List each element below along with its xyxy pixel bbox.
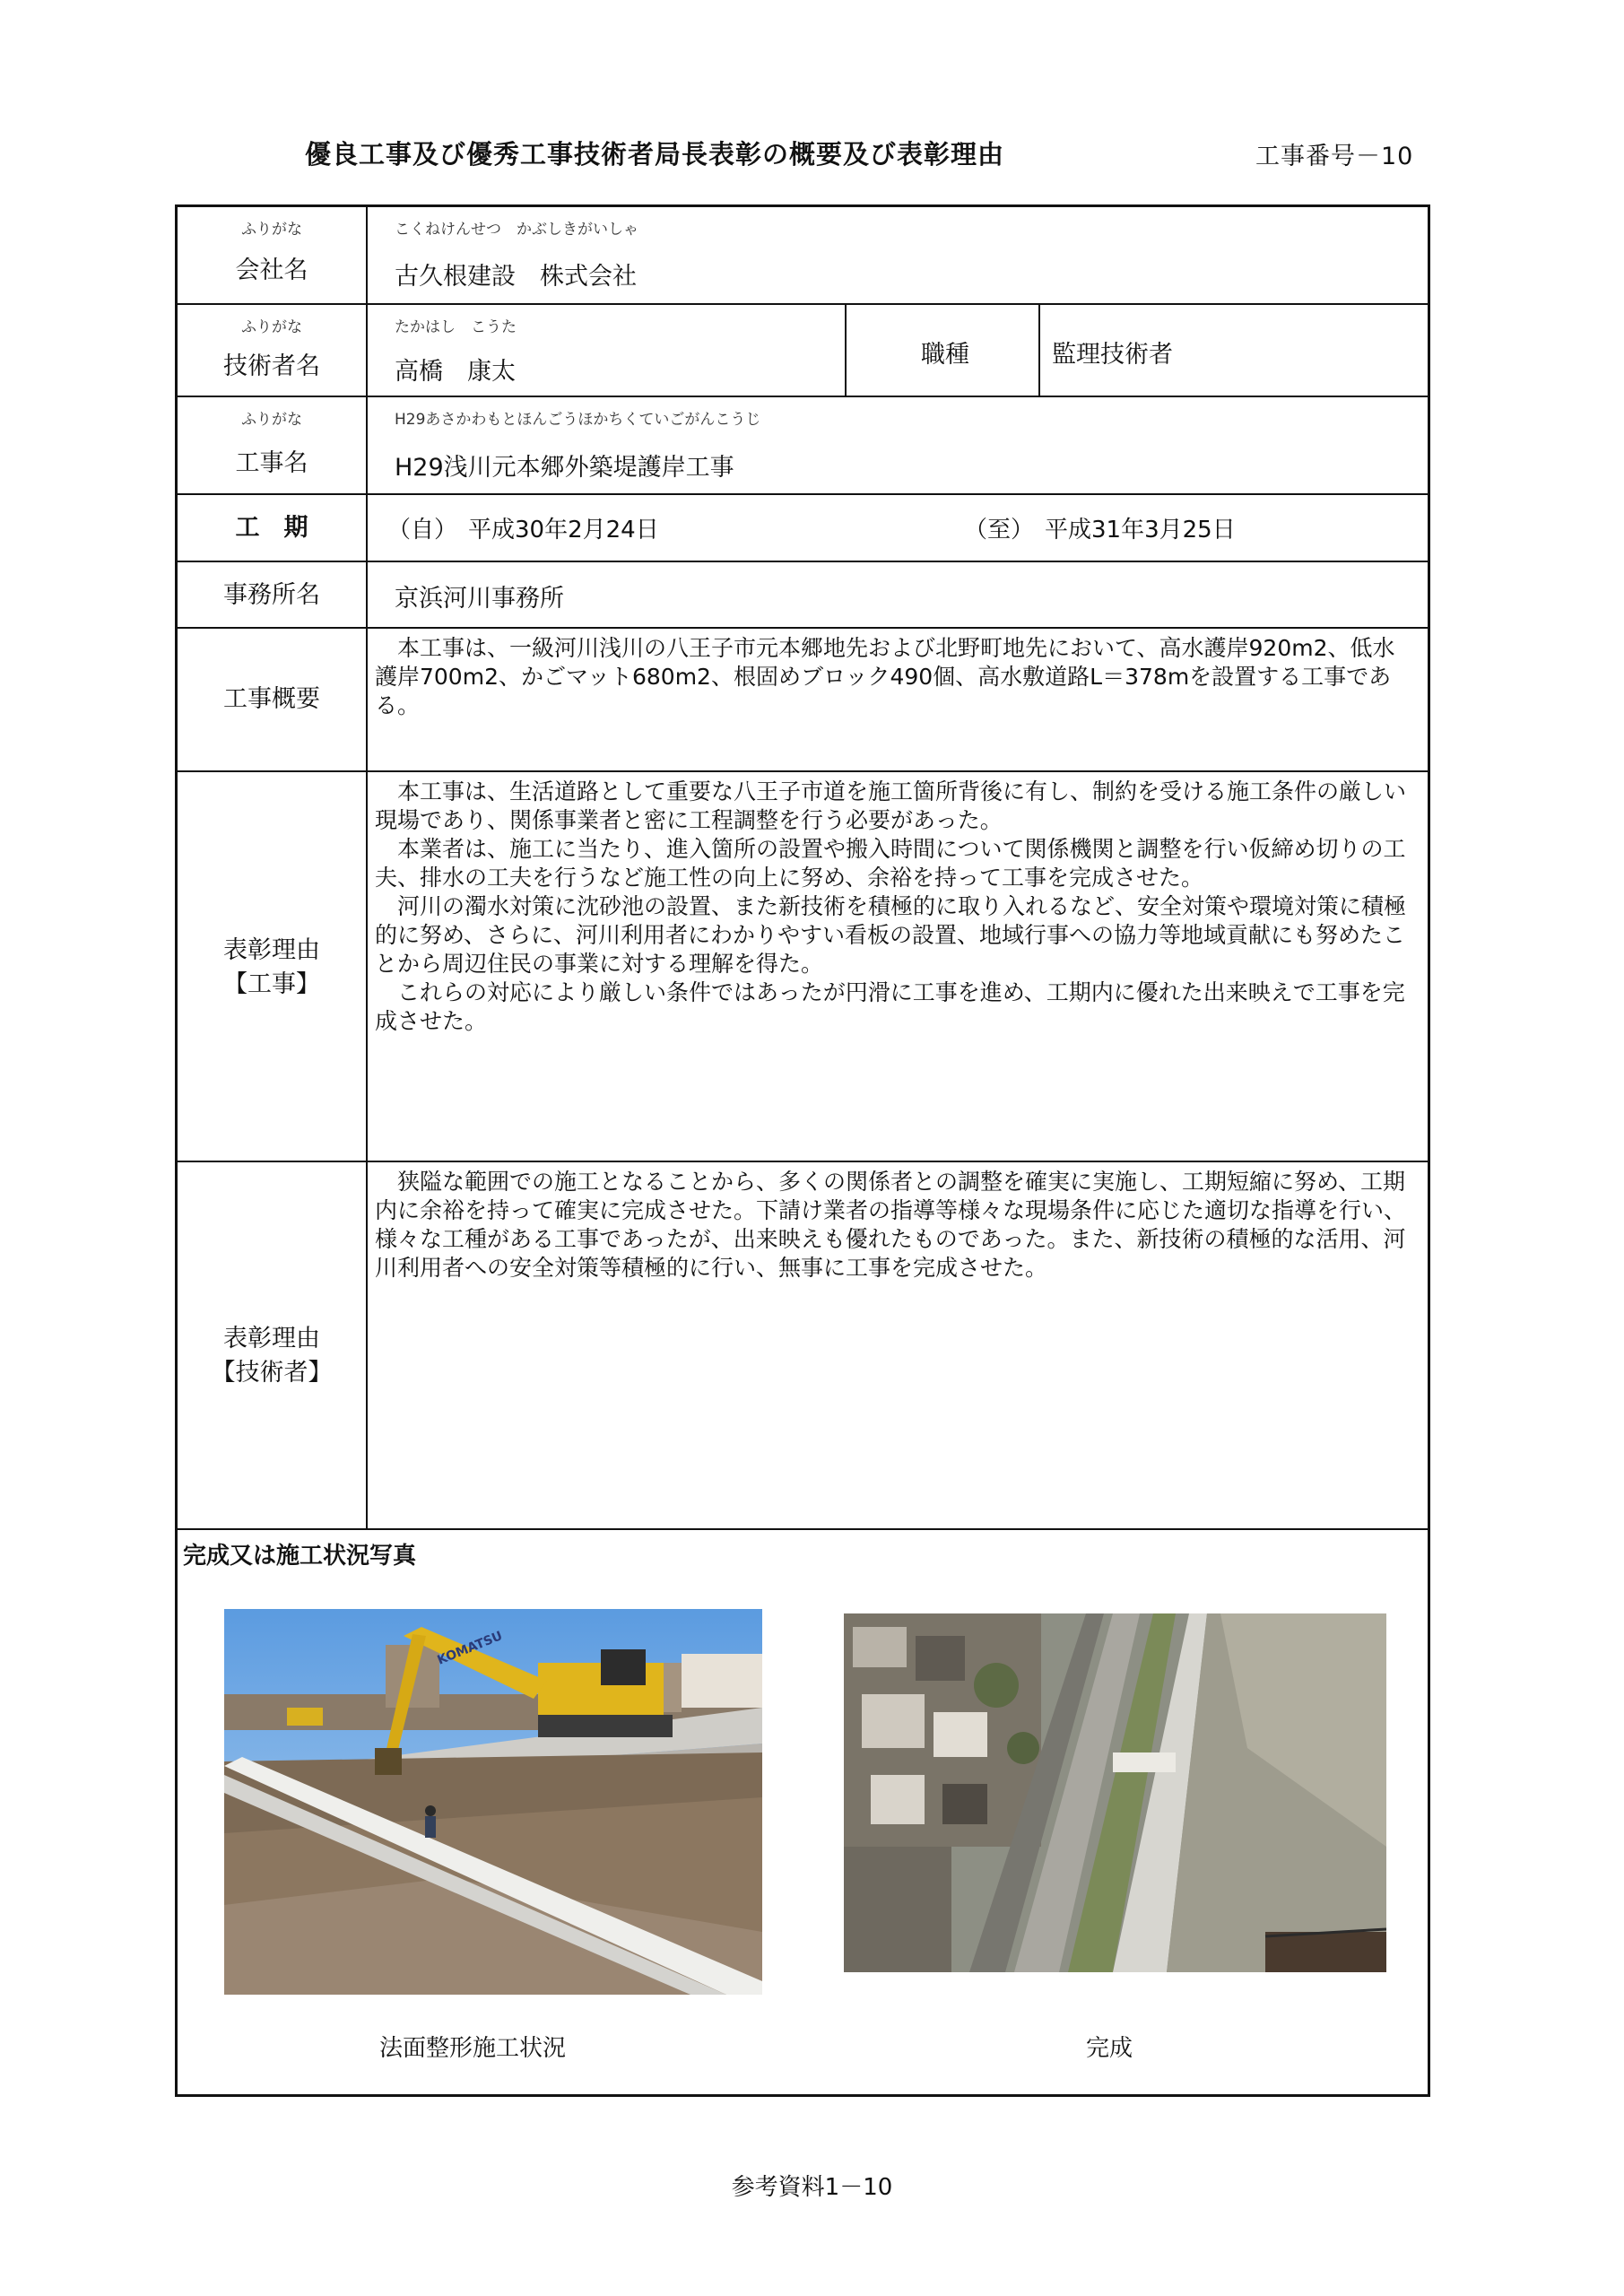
office-label-cell [178, 562, 368, 627]
company-row [178, 207, 1428, 305]
reason-work-row [178, 772, 1428, 1162]
reason-work-text: 本工事は、生活道路として重要な八王子市道を施工箇所背後に有し、制約を受ける施工条件の厳しい現場であり、関係事業者と密に工程調整を行う必要があった。 本業者は、施工に当たり、進入箇所の設置や搬入時間について関係機関と調整を行い仮締め切りの工夫、排水の工夫を行うなど施工性の向上に努め、余裕を持って工事を完成させた。 河川の濁水対策に沈砂池の設置、また新技術を積極的に取り入れるなど、安全対策や環境対策に積極的に努め、さらに、河川利用者にわかりやすい看板の設置、地域行事への協力等地域貢献にも努めたことから周辺住民の事業に対する理解を得た。 これらの対応により厳しい条件ではあったが円滑に工事を進め、工期内に優れた出来映えで工事を完成させた。 [375, 778, 1407, 1034]
reason-work-value-cell [368, 772, 1428, 1161]
engineer-name: 高橋 康太 [395, 358, 516, 386]
reason-engineer-text: 狭隘な範囲での施工となることから、多くの関係者との調整を確実に実施し、工期短縮に努め、工期内に余裕を持って確実に完成させた。下請け業者の指導等様々な現場条件に応じた適切な指導を行い、様々な工種がある工事であったが、出来映えも優れたものであった。また、新技術の積極的な活用、河川利用者への安全対策等積極的に行い、無事に工事を完成させた。 [375, 1169, 1407, 1281]
period-value-cell [368, 495, 1428, 561]
page-title: 優良工事及び優秀工事技術者局長表彰の概要及び表彰理由 [305, 139, 1005, 170]
furigana-label: ふりがな [241, 411, 302, 429]
period-label: 工 期 [235, 514, 308, 542]
overview-text: 本工事は、一級河川浅川の八王子市元本郷地先および北野町地先において、高水護岸920m2、低水護岸700m2、かごマット680m2、根固めブロック490個、高水敷道路L＝378mを設置する工事である。 [375, 635, 1395, 718]
period-to-label: （至） [964, 517, 1035, 544]
project-value-cell [368, 397, 1428, 493]
company-label: 会社名 [235, 257, 308, 284]
office-name: 京浜河川事務所 [395, 585, 564, 613]
project-row [178, 397, 1428, 495]
office-label: 事務所名 [223, 581, 320, 609]
document-number: 工事番号－10 [1255, 143, 1414, 170]
office-row [178, 562, 1428, 629]
reason-work-label: 表彰理由 [223, 936, 320, 964]
reason-engineer-value-cell [368, 1162, 1428, 1528]
period-label-cell [178, 495, 368, 561]
project-label: 工事名 [235, 449, 308, 477]
footer-reference: 参考資料1－10 [731, 2174, 893, 2201]
construction-photo [224, 1609, 762, 1995]
reason-engineer-label-cell [178, 1162, 368, 1528]
period-row [178, 495, 1428, 562]
reason-work-sublabel: 【工事】 [223, 970, 320, 998]
furigana-label: ふりがな [241, 221, 302, 239]
completed-photo [844, 1613, 1386, 1972]
period-from-label: （自） [387, 517, 458, 544]
photos-section-label: 完成又は施工状況写真 [183, 1543, 417, 1570]
photo2-caption: 完成 [1086, 2035, 1133, 2062]
reason-work-label-cell [178, 772, 368, 1161]
overview-row [178, 629, 1428, 772]
role-label: 職種 [921, 341, 969, 369]
period-from-date: 平成30年2月24日 [468, 517, 659, 544]
engineer-value-cell [368, 305, 847, 396]
period-to-date: 平成31年3月25日 [1045, 517, 1236, 544]
company-name: 古久根建設 株式会社 [395, 263, 637, 291]
reason-engineer-label: 表彰理由 [223, 1325, 320, 1352]
engineer-furigana: たかはし こうた [395, 318, 517, 336]
company-furigana: こくねけんせつ かぶしきがいしゃ [395, 221, 638, 239]
award-form [175, 204, 1430, 2097]
overview-label-cell [178, 629, 368, 770]
overview-value-cell [368, 629, 1428, 770]
reason-engineer-sublabel: 【技術者】 [211, 1359, 333, 1387]
engineer-label: 技術者名 [223, 352, 320, 380]
project-name: H29浅川元本郷外築堤護岸工事 [395, 454, 734, 482]
company-value-cell [368, 207, 1428, 303]
engineer-row [178, 305, 1428, 397]
role-label-cell [852, 305, 1040, 396]
photos-row [178, 1530, 1428, 2094]
furigana-label: ふりがな [241, 318, 302, 336]
reason-engineer-row [178, 1162, 1428, 1530]
engineer-label-cell [178, 305, 368, 396]
role-value: 監理技術者 [1052, 341, 1173, 369]
company-label-cell [178, 207, 368, 303]
project-furigana: H29あさかわもとほんごうほかちくていごがんこうじ [395, 411, 761, 429]
project-label-cell [178, 397, 368, 493]
photo1-caption: 法面整形施工状況 [379, 2035, 567, 2062]
overview-label: 工事概要 [223, 685, 320, 713]
excavator-logo-text: KOMATSU [435, 1629, 505, 1668]
office-value-cell [368, 562, 1428, 627]
